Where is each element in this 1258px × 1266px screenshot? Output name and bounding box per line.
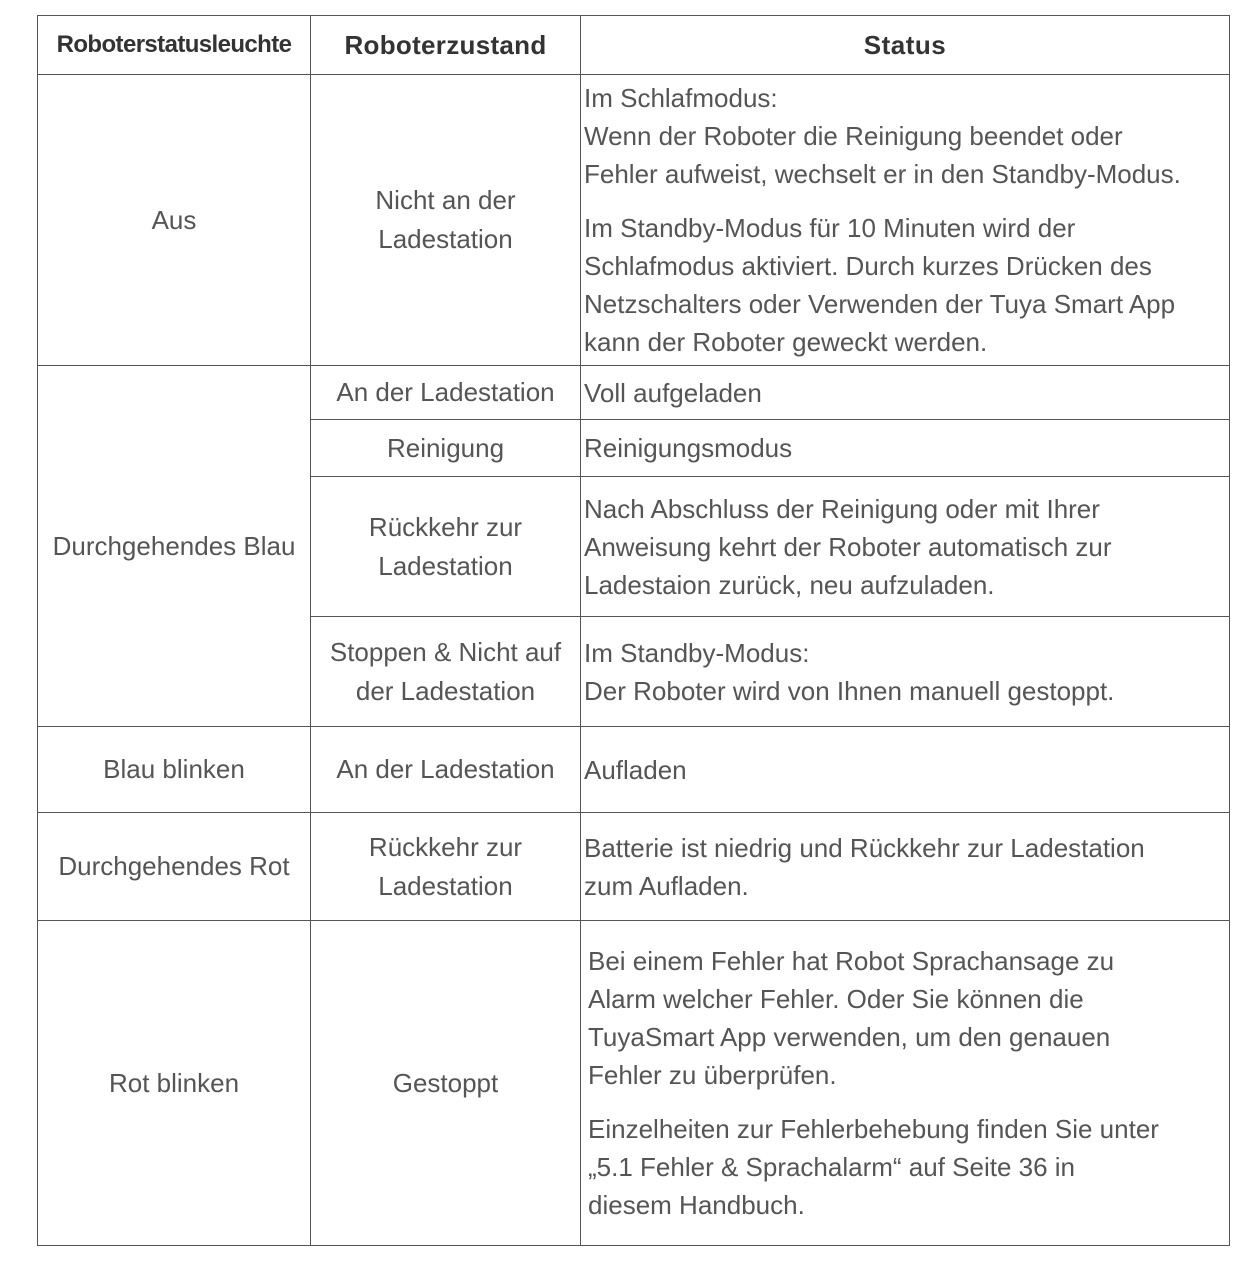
status-line: Aufladen [584, 754, 687, 785]
status-cell [581, 727, 1230, 813]
status-line: Ladestaion zurück, neu aufzuladen. [584, 569, 995, 600]
status-line: Der Roboter wird von Ihnen manuell gestoppt. [584, 675, 1115, 706]
status-cell [581, 420, 1230, 477]
state-cell [311, 617, 581, 727]
table-row-rot-blinken [38, 921, 1230, 1246]
status-line: Netzschalters oder Verwenden der Tuya Smart App [584, 289, 1176, 319]
state-cell [311, 727, 581, 813]
light-label: Durchgehendes Blau [52, 530, 296, 561]
status-line: Schlafmodus aktiviert. Durch kurzes Drücken des [584, 251, 1152, 281]
status-cell [581, 617, 1230, 727]
status-line: Im Schlafmodus: [584, 83, 778, 113]
status-line: Nach Abschluss der Reinigung oder mit Ihrer [584, 493, 1100, 524]
status-line: Reinigungsmodus [584, 433, 793, 463]
status-paragraph [584, 209, 1227, 361]
table-row-blau-voll [38, 366, 1230, 420]
status-cell [581, 366, 1230, 420]
state-line: Ladestation [378, 870, 513, 901]
status-line: kann der Roboter geweckt werden. [584, 327, 988, 357]
state-cell [311, 921, 581, 1246]
table-header-row [38, 16, 1230, 75]
status-light-table [37, 15, 1230, 1246]
state-line: An der Ladestation [336, 754, 555, 784]
status-line: Fehler zu überprüfen. [588, 1060, 837, 1090]
state-cell [311, 420, 581, 477]
state-line: Reinigung [386, 432, 505, 463]
status-line: Im Standby-Modus: [584, 637, 810, 668]
state-cell [311, 366, 581, 420]
status-line: TuyaSmart App verwenden, um den genauen [588, 1022, 1111, 1052]
light-label: Aus [151, 204, 197, 235]
status-cell [581, 477, 1230, 617]
status-line: Voll aufgeladen [584, 377, 762, 408]
status-line: Bei einem Fehler hat Robot Sprachansage zu [588, 946, 1115, 976]
header-robot-state: Roboterzustand [311, 16, 581, 75]
state-line: Nicht an der [375, 185, 516, 215]
header-status: Status [581, 16, 1230, 75]
light-cell-blau-blinken [38, 727, 311, 813]
light-cell-rot [38, 813, 311, 921]
status-line: Batterie ist niedrig und Rückkehr zur Ladestation [584, 832, 1145, 863]
status-line: zum Aufladen. [584, 870, 749, 901]
status-line: diesem Handbuch. [588, 1190, 805, 1220]
state-line: Ladestation [378, 550, 513, 581]
light-cell-rot-blinken [38, 921, 311, 1246]
state-cell [311, 813, 581, 921]
status-paragraph [588, 942, 1227, 1094]
state-cell-aus [311, 75, 581, 366]
status-cell [581, 921, 1230, 1246]
status-line: Alarm welcher Fehler. Oder Sie können die [588, 984, 1084, 1014]
status-paragraph [584, 79, 1227, 193]
status-line: Im Standby-Modus für 10 Minuten wird der [584, 213, 1076, 243]
status-paragraph [588, 1110, 1227, 1224]
table-row-rot [38, 813, 1230, 921]
state-line: Rückkehr zur [368, 511, 523, 542]
state-line: An der Ladestation [336, 377, 555, 407]
state-line: Gestoppt [392, 1067, 499, 1098]
light-cell-blau [38, 366, 311, 727]
status-cell-aus [581, 75, 1230, 366]
status-line: Fehler aufweist, wechselt er in den Standby-Modus. [584, 159, 1181, 189]
table-row-blau-blinken [38, 727, 1230, 813]
state-line: Ladestation [378, 224, 513, 254]
status-line: Wenn der Roboter die Reinigung beendet oder [584, 121, 1123, 151]
light-label: Durchgehendes Rot [58, 851, 290, 881]
state-line: Rückkehr zur [368, 831, 523, 862]
table-row-aus [38, 75, 1230, 366]
light-cell-aus [38, 75, 311, 366]
status-cell [581, 813, 1230, 921]
state-cell [311, 477, 581, 617]
light-label: Rot blinken [108, 1067, 240, 1098]
header-status-light: Roboterstatusleuchte [38, 16, 311, 75]
light-label: Blau blinken [103, 754, 245, 784]
status-line: Einzelheiten zur Fehlerbehebung finden Sie unter [588, 1114, 1159, 1144]
state-line: Stoppen & Nicht auf [329, 636, 562, 667]
status-line: „5.1 Fehler & Sprachalarm“ auf Seite 36 in [588, 1152, 1076, 1182]
state-line: der Ladestation [355, 675, 536, 706]
status-line: Anweisung kehrt der Roboter automatisch zur [584, 531, 1112, 562]
